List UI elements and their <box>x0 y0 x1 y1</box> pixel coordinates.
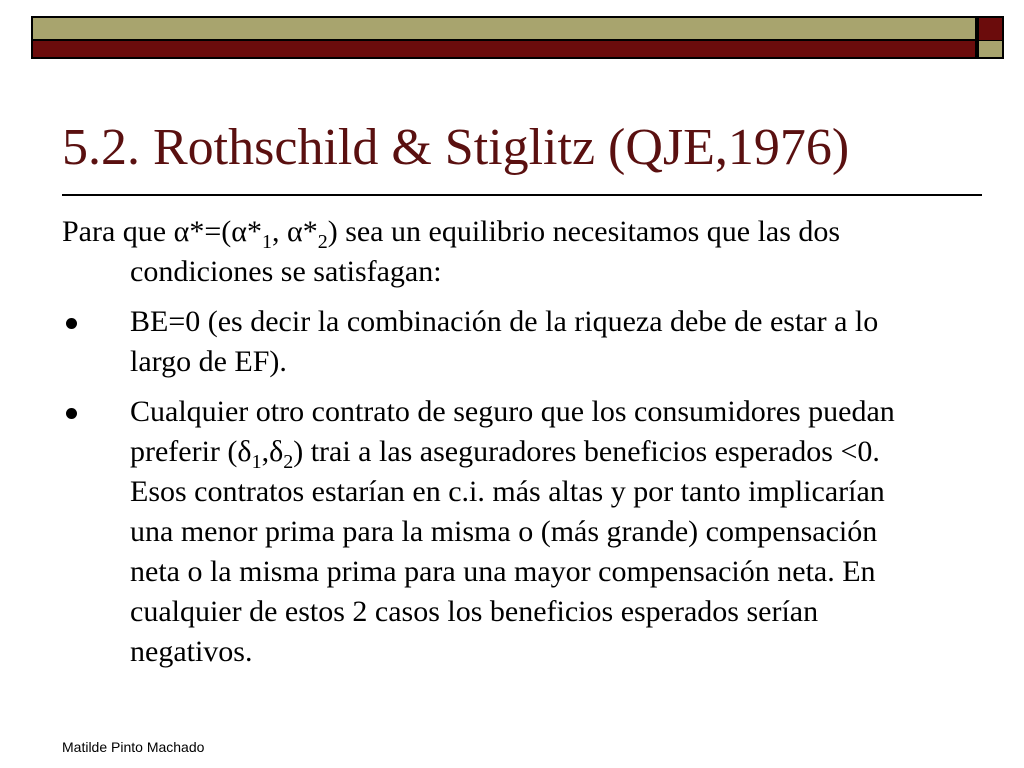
alpha-symbol: α <box>173 215 190 248</box>
corner-block-top <box>977 16 1004 42</box>
subscript: 1 <box>261 231 272 253</box>
title-divider <box>62 194 982 196</box>
intro-paragraph <box>62 212 922 292</box>
header-bar-bottom <box>31 41 977 59</box>
slide-title: 5.2. Rothschild & Stiglitz (QJE,1976) <box>62 119 850 176</box>
alpha-symbol: α <box>231 215 247 248</box>
delta-symbol: δ <box>237 435 252 468</box>
intro-text-e: * <box>302 215 318 248</box>
subscript: 1 <box>251 451 262 473</box>
corner-block-bottom <box>977 41 1004 59</box>
bullet-text-b: ) trai a las aseguradores beneficios esperados <0. Esos contratos estarían en c.i. más altas y por tanto implicarían una menor prima para la misma o (más grande) compensación neta o la misma prima para una mayor compensación neta. En cualquier de estos 2 casos los beneficios esperados serían negativos. <box>130 435 885 668</box>
intro-text-a: Para que <box>62 215 174 248</box>
slide-body <box>62 212 922 682</box>
intro-text-f: ) sea un equilibrio necesitamos que las dos condiciones se satisfagan: <box>130 215 841 288</box>
bullet-item <box>62 302 922 382</box>
footer-author: Matilde Pinto Machado <box>62 739 205 755</box>
intro-text-d: , <box>271 215 287 248</box>
bullet-text: BE=0 (es decir la combinación de la riqueza debe de estar a lo largo de EF). <box>130 305 879 378</box>
header-bar-top <box>31 16 977 41</box>
comma: , <box>261 435 270 468</box>
bullet-icon <box>66 408 77 419</box>
bullet-text-a: Cualquier otro contrato de seguro que los consumidores puedan preferir ( <box>130 395 895 468</box>
subscript: 2 <box>283 451 294 473</box>
alpha-symbol: α <box>286 215 303 248</box>
delta-symbol: δ <box>269 435 284 468</box>
intro-text-c: * <box>246 215 262 248</box>
bullet-item <box>62 392 922 672</box>
subscript: 2 <box>317 231 328 253</box>
intro-text-b: *=( <box>189 215 232 248</box>
bullet-icon <box>66 318 77 329</box>
